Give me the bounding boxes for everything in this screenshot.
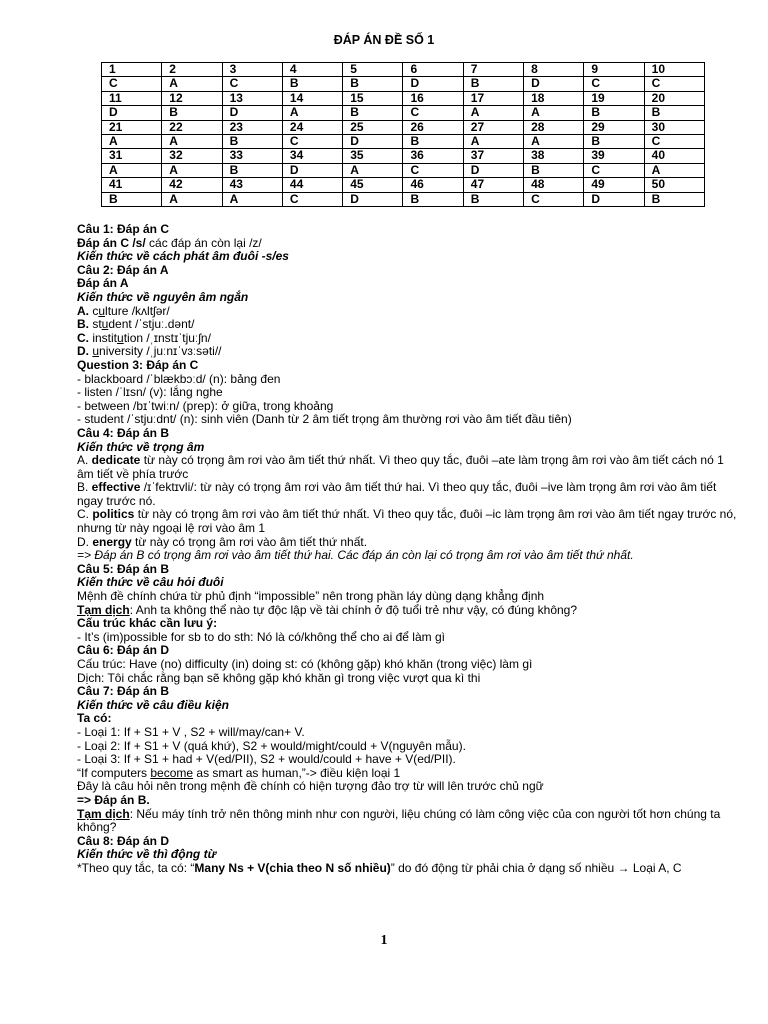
q1-answer: Đáp án C /s/ các đáp án còn lại /z/ <box>77 235 262 250</box>
answer-cell: C <box>403 106 463 120</box>
question-number-cell: 40 <box>644 149 704 163</box>
answer-cell: D <box>222 106 282 120</box>
page-number: 1 <box>380 933 388 948</box>
question-number-cell: 21 <box>102 120 162 134</box>
q7-heading: Câu 7: Đáp án B <box>77 684 170 699</box>
q5-line: Mệnh đề chính chứa từ phủ định “impossible” nên trong phần láy dùng dạng khẳng định <box>77 589 545 604</box>
question-number-cell: 16 <box>403 91 463 105</box>
q2-answer: Đáp án A <box>77 276 129 291</box>
q3-line: - between /bɪˈtwiːn/ (prep): ở giữa, trong khoảng <box>77 398 334 413</box>
answer-cell: D <box>102 106 162 120</box>
answer-row <box>102 192 705 206</box>
question-number-cell: 30 <box>644 120 704 134</box>
q6-line: Cấu trúc: Have (no) difficulty (in) doing st: có (không gặp) khó khăn (trong việc) làm gì <box>77 657 533 671</box>
answer-cell: B <box>524 163 584 177</box>
answer-cell: A <box>102 163 162 177</box>
answer-cell: C <box>403 163 463 177</box>
q7-line: - Loại 3: If + S1 + had + V(ed/PII), S2 + would/could + have + V(ed/PII). <box>77 752 456 767</box>
answer-cell: B <box>222 135 282 149</box>
question-number-cell: 46 <box>403 178 463 192</box>
answer-cell: A <box>524 106 584 120</box>
q5-topic: Kiến thức về câu hỏi đuôi <box>77 575 224 590</box>
answer-cell: D <box>343 192 403 206</box>
question-number-cell: 48 <box>524 178 584 192</box>
question-number-cell: 50 <box>644 178 704 192</box>
q8-line: *Theo quy tắc, ta có: “Many Ns + V(chia theo N số nhiều)” do đó động từ phải chia ở dạng số nhiều → Loại A, C <box>77 860 682 875</box>
question-number-cell: 17 <box>463 91 523 105</box>
answer-row <box>102 77 705 91</box>
answer-cell: B <box>463 77 523 91</box>
q5-line: - It’s (im)possible for sb to do sth: Nó là có/không thể cho ai để làm gì <box>77 629 445 644</box>
question-number-cell: 44 <box>282 178 342 192</box>
question-number-cell: 2 <box>162 63 222 77</box>
question-number-cell: 31 <box>102 149 162 163</box>
q5-translation: Tạm dịch: Anh ta không thể nào tự độc lập về tài chính ở độ tuổi trẻ như vậy, có đúng không? <box>77 602 578 617</box>
question-number-cell: 45 <box>343 178 403 192</box>
q2-heading: Câu 2: Đáp án A <box>77 262 169 277</box>
question-number-row <box>102 120 705 134</box>
question-number-row <box>102 63 705 77</box>
question-number-row <box>102 149 705 163</box>
q2-option-c: C. institution /ˌɪnstɪˈtjuːʃn/ <box>77 330 211 345</box>
question-number-row <box>102 178 705 192</box>
answer-cell: A <box>162 77 222 91</box>
answer-cell: B <box>222 163 282 177</box>
q5-heading: Câu 5: Đáp án B <box>77 561 170 576</box>
answer-cell: C <box>282 135 342 149</box>
answer-cell: A <box>222 192 282 206</box>
question-number-cell: 29 <box>584 120 644 134</box>
answer-cell: D <box>524 77 584 91</box>
question-number-cell: 7 <box>463 63 523 77</box>
q7-answer: => Đáp án B. <box>77 792 150 807</box>
question-number-cell: 39 <box>584 149 644 163</box>
answer-cell: A <box>162 135 222 149</box>
answer-cell: A <box>343 163 403 177</box>
question-number-cell: 15 <box>343 91 403 105</box>
q3-line: - student /ˈstjuːdnt/ (n): sinh viên (Danh từ 2 âm tiết trọng âm thường rơi vào âm tiết đầu tiên) <box>77 412 572 427</box>
answer-row <box>102 106 705 120</box>
answer-cell: C <box>584 77 644 91</box>
answer-cell: C <box>102 77 162 91</box>
answer-cell: A <box>282 106 342 120</box>
q4-option-d: D. energy từ này có trọng âm rơi vào âm tiết thứ nhất. <box>77 534 368 549</box>
answer-cell: C <box>644 135 704 149</box>
question-number-cell: 42 <box>162 178 222 192</box>
question-number-cell: 38 <box>524 149 584 163</box>
explanations <box>77 223 737 876</box>
question-number-cell: 19 <box>584 91 644 105</box>
q5-note: Cấu trúc khác cần lưu ý: <box>77 616 218 631</box>
answer-cell: B <box>403 192 463 206</box>
question-number-cell: 26 <box>403 120 463 134</box>
question-number-cell: 11 <box>102 91 162 105</box>
question-number-cell: 8 <box>524 63 584 77</box>
question-number-cell: 22 <box>162 120 222 134</box>
answer-cell: B <box>343 77 403 91</box>
q1-heading: Câu 1: Đáp án C <box>77 222 170 236</box>
q7-line: - Loại 1: If + S1 + V , S2 + will/may/can+ V. <box>77 724 305 739</box>
question-number-cell: 35 <box>343 149 403 163</box>
answer-cell: B <box>463 192 523 206</box>
question-number-cell: 6 <box>403 63 463 77</box>
page-title: ĐÁP ÁN ĐỀ SỐ 1 <box>333 33 435 47</box>
question-number-cell: 36 <box>403 149 463 163</box>
question-number-cell: 13 <box>222 91 282 105</box>
q2-option-b: B. student /ˈstjuː.dənt/ <box>77 317 195 332</box>
q8-topic: Kiến thức về thì động từ <box>77 847 217 862</box>
answer-cell: A <box>162 192 222 206</box>
answer-cell: B <box>584 106 644 120</box>
question-number-cell: 27 <box>463 120 523 134</box>
answer-row <box>102 135 705 149</box>
q8-heading: Câu 8: Đáp án D <box>77 833 170 848</box>
answer-cell: D <box>584 192 644 206</box>
answer-cell: B <box>403 135 463 149</box>
q2-option-d: D. university /ˌjuːnɪˈvɜːsəti// <box>77 344 222 359</box>
question-number-cell: 32 <box>162 149 222 163</box>
question-number-cell: 43 <box>222 178 282 192</box>
question-number-cell: 18 <box>524 91 584 105</box>
question-number-row <box>102 91 705 105</box>
q7-topic: Kiến thức về câu điều kiện <box>77 697 229 712</box>
q4-heading: Câu 4: Đáp án B <box>77 425 170 440</box>
answer-table <box>101 62 705 207</box>
q7-line: - Loại 2: If + S1 + V (quá khứ), S2 + would/might/could + V(nguyên mẫu). <box>77 738 466 753</box>
question-number-cell: 33 <box>222 149 282 163</box>
q4-option-c: C. politics từ này có trọng âm rơi vào âm tiết thứ nhất. Vì theo quy tắc, đuôi –ic làm trọng âm rơi vào âm tiết ngay trước nó, nhưng từ này ngoại lệ rơi vào âm 1 <box>77 507 737 536</box>
answer-cell: B <box>162 106 222 120</box>
q4-topic: Kiến thức về trọng âm <box>77 439 205 454</box>
answer-cell: A <box>524 135 584 149</box>
answer-cell: D <box>343 135 403 149</box>
q2-option-a: A. culture /kʌltʃər/ <box>77 303 170 318</box>
answer-cell: B <box>644 106 704 120</box>
answer-cell: A <box>162 163 222 177</box>
q6-line: Dịch: Tôi chắc rằng bạn sẽ không gặp khó khăn gì trong việc vượt qua kì thi <box>77 670 481 685</box>
question-number-cell: 1 <box>102 63 162 77</box>
answer-row <box>102 163 705 177</box>
question-number-cell: 12 <box>162 91 222 105</box>
question-number-cell: 34 <box>282 149 342 163</box>
answer-cell: B <box>343 106 403 120</box>
answer-cell: D <box>463 163 523 177</box>
q7-line: Đây là câu hỏi nên trong mệnh đề chính có hiện tượng đảo trợ từ will lên trước chủ ngữ <box>77 779 544 794</box>
answer-cell: C <box>282 192 342 206</box>
answer-cell: A <box>102 135 162 149</box>
q4-option-a: A. dedicate từ này có trọng âm rơi vào âm tiết thứ nhất. Vì theo quy tắc, đuôi –ate làm trọng âm rơi vào âm tiết cách nó 1 âm tiết về phía trước <box>77 453 724 481</box>
q3-heading: Question 3: Đáp án C <box>77 357 199 372</box>
question-number-cell: 4 <box>282 63 342 77</box>
question-number-cell: 25 <box>343 120 403 134</box>
q3-line: - listen /ˈlɪsn/ (v): lắng nghe <box>77 385 223 400</box>
question-number-cell: 14 <box>282 91 342 105</box>
question-number-cell: 3 <box>222 63 282 77</box>
answer-cell: A <box>644 163 704 177</box>
question-number-cell: 10 <box>644 63 704 77</box>
q7-line: “If computers become as smart as human,”-> điều kiện loại 1 <box>77 765 401 780</box>
answer-cell: B <box>282 77 342 91</box>
question-number-cell: 20 <box>644 91 704 105</box>
q3-line: - blackboard /ˈblækbɔːd/ (n): bảng đen <box>77 371 281 386</box>
answer-cell: A <box>463 106 523 120</box>
answer-cell: C <box>584 163 644 177</box>
question-number-cell: 49 <box>584 178 644 192</box>
answer-cell: C <box>644 77 704 91</box>
answer-cell: C <box>524 192 584 206</box>
answer-cell: D <box>282 163 342 177</box>
question-number-cell: 9 <box>584 63 644 77</box>
question-number-cell: 28 <box>524 120 584 134</box>
q7-ta-co: Ta có: <box>77 711 112 726</box>
q1-topic: Kiến thức về cách phát âm đuôi -s/es <box>77 249 289 264</box>
q6-heading: Câu 6: Đáp án D <box>77 643 170 658</box>
q4-conclusion: => Đáp án B có trọng âm rơi vào âm tiết thứ hai. Các đáp án còn lại có trọng âm rơi vào âm tiết thứ nhất. <box>77 548 634 563</box>
q4-option-b: B. effective /ɪˈfektɪvli/: từ này có trọng âm rơi vào âm tiết thứ hai. Vì theo quy tắc, đuôi –ive làm trọng âm rơi vào âm tiết ngay trước nó. <box>77 480 717 508</box>
answer-cell: A <box>463 135 523 149</box>
question-number-cell: 23 <box>222 120 282 134</box>
question-number-cell: 24 <box>282 120 342 134</box>
answer-cell: D <box>403 77 463 91</box>
answer-cell: B <box>584 135 644 149</box>
answer-cell: C <box>222 77 282 91</box>
question-number-cell: 41 <box>102 178 162 192</box>
question-number-cell: 47 <box>463 178 523 192</box>
answer-cell: B <box>102 192 162 206</box>
question-number-cell: 37 <box>463 149 523 163</box>
question-number-cell: 5 <box>343 63 403 77</box>
q7-translation: Tạm dịch: Nếu máy tính trở nên thông minh như con người, liệu chúng có làm công việc của con người tốt hơn chúng ta không? <box>77 806 721 835</box>
q2-topic: Kiến thức về nguyên âm ngắn <box>77 289 249 304</box>
answer-cell: B <box>644 192 704 206</box>
